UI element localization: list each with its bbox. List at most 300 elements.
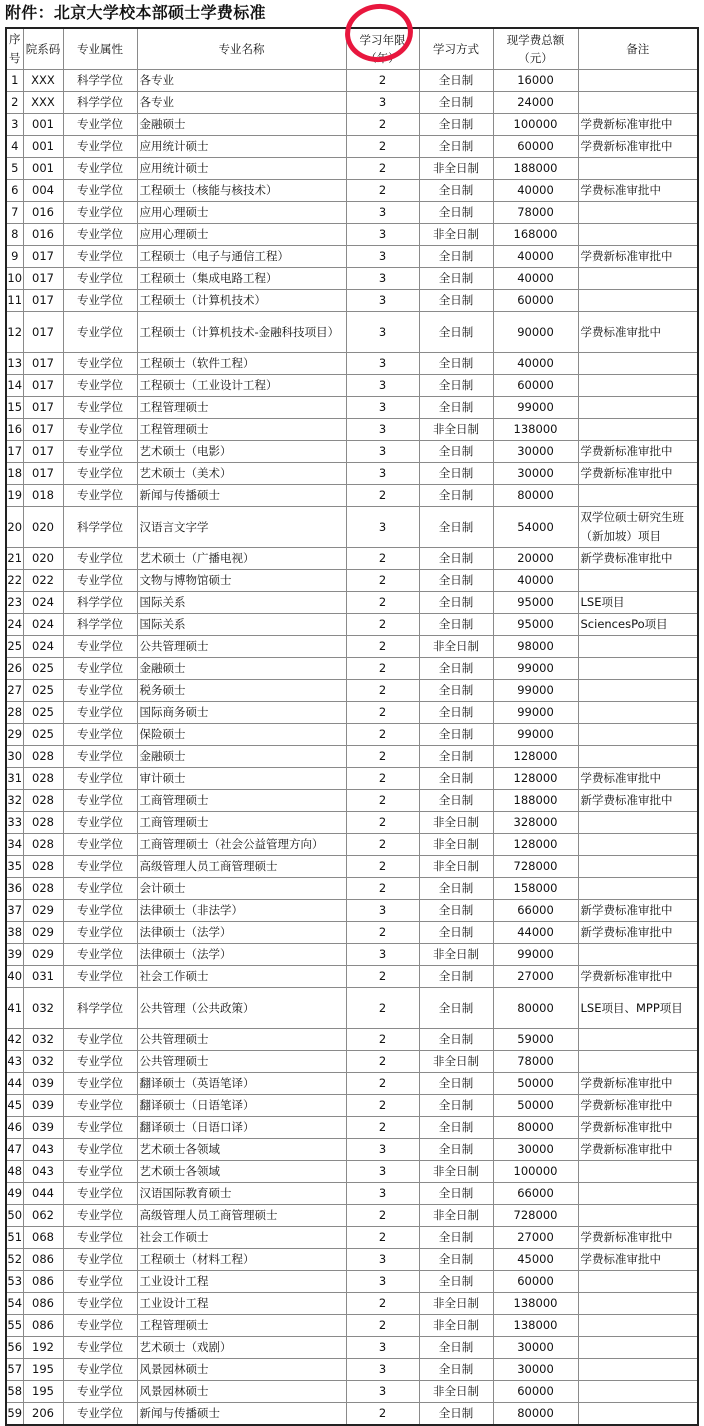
cell-degree-type: 专业学位 [63,1315,137,1337]
cell-degree-type: 科学学位 [63,92,137,114]
cell-program-name: 工商管理硕士（社会公益管理方向） [137,834,346,856]
cell-degree-type: 专业学位 [63,312,137,353]
cell-seq: 18 [6,463,23,485]
header-program-name: 专业名称 [137,28,346,70]
cell-seq: 45 [6,1095,23,1117]
cell-degree-type: 专业学位 [63,1073,137,1095]
cell-duration: 2 [346,922,419,944]
cell-duration: 2 [346,1205,419,1227]
cell-dept-code: 028 [23,768,63,790]
cell-degree-type: 专业学位 [63,268,137,290]
table-row [6,463,698,485]
cell-notes [578,1381,698,1403]
cell-seq: 32 [6,790,23,812]
cell-program-name: 公共管理硕士 [137,636,346,658]
cell-notes: 学费新标准审批中 [578,1227,698,1249]
cell-notes: 学费新标准审批中 [578,136,698,158]
header-duration: 学习年限（年） [346,28,419,70]
table-row [6,114,698,136]
cell-dept-code: 028 [23,746,63,768]
cell-notes [578,92,698,114]
cell-total-fee: 99000 [493,397,578,419]
cell-seq: 28 [6,702,23,724]
cell-dept-code: 017 [23,246,63,268]
cell-total-fee: 128000 [493,746,578,768]
cell-study-mode: 全日制 [419,507,493,548]
cell-duration: 2 [346,746,419,768]
cell-notes [578,834,698,856]
cell-dept-code: 195 [23,1381,63,1403]
cell-notes [578,290,698,312]
cell-duration: 2 [346,614,419,636]
cell-dept-code: 086 [23,1249,63,1271]
cell-dept-code: 195 [23,1359,63,1381]
table-row [6,397,698,419]
cell-dept-code: 020 [23,507,63,548]
cell-degree-type: 专业学位 [63,246,137,268]
cell-degree-type: 专业学位 [63,1139,137,1161]
cell-study-mode: 非全日制 [419,419,493,441]
cell-dept-code: 032 [23,1029,63,1051]
cell-duration: 3 [346,312,419,353]
table-row [6,312,698,353]
cell-total-fee: 99000 [493,944,578,966]
cell-dept-code: 025 [23,702,63,724]
cell-seq: 1 [6,70,23,92]
cell-total-fee: 728000 [493,856,578,878]
cell-seq: 12 [6,312,23,353]
table-row [6,1183,698,1205]
cell-duration: 3 [346,1249,419,1271]
cell-degree-type: 专业学位 [63,1227,137,1249]
cell-total-fee: 24000 [493,92,578,114]
cell-degree-type: 专业学位 [63,548,137,570]
table-row [6,1227,698,1249]
cell-total-fee: 90000 [493,312,578,353]
cell-total-fee: 80000 [493,988,578,1029]
cell-duration: 3 [346,1359,419,1381]
cell-total-fee: 78000 [493,202,578,224]
cell-total-fee: 100000 [493,114,578,136]
cell-total-fee: 40000 [493,570,578,592]
table-row [6,1293,698,1315]
cell-seq: 38 [6,922,23,944]
cell-program-name: 工程硕士（核能与核技术） [137,180,346,202]
cell-study-mode: 全日制 [419,463,493,485]
cell-seq: 17 [6,441,23,463]
cell-dept-code: 025 [23,658,63,680]
cell-seq: 30 [6,746,23,768]
cell-notes: 学费新标准审批中 [578,114,698,136]
table-row [6,966,698,988]
cell-total-fee: 40000 [493,353,578,375]
cell-seq: 26 [6,658,23,680]
cell-study-mode: 全日制 [419,1337,493,1359]
cell-seq: 33 [6,812,23,834]
table-row [6,680,698,702]
cell-duration: 2 [346,548,419,570]
cell-program-name: 各专业 [137,92,346,114]
cell-degree-type: 专业学位 [63,746,137,768]
cell-degree-type: 专业学位 [63,812,137,834]
cell-total-fee: 95000 [493,614,578,636]
cell-study-mode: 全日制 [419,441,493,463]
table-row [6,70,698,92]
cell-notes [578,724,698,746]
cell-seq: 15 [6,397,23,419]
cell-study-mode: 全日制 [419,658,493,680]
cell-notes: 学费新标准审批中 [578,463,698,485]
cell-notes [578,1051,698,1073]
cell-program-name: 工程硕士（集成电路工程） [137,268,346,290]
cell-notes: 学费新标准审批中 [578,1073,698,1095]
cell-program-name: 高级管理人员工商管理硕士 [137,1205,346,1227]
cell-degree-type: 专业学位 [63,680,137,702]
cell-notes: 学费新标准审批中 [578,1139,698,1161]
cell-total-fee: 40000 [493,268,578,290]
cell-total-fee: 30000 [493,1139,578,1161]
cell-dept-code: 039 [23,1095,63,1117]
table-row [6,441,698,463]
cell-total-fee: 30000 [493,1359,578,1381]
cell-program-name: 保险硕士 [137,724,346,746]
cell-degree-type: 专业学位 [63,485,137,507]
table-row [6,834,698,856]
cell-seq: 20 [6,507,23,548]
cell-program-name: 艺术硕士（戏剧） [137,1337,346,1359]
cell-dept-code: 016 [23,224,63,246]
table-row [6,812,698,834]
cell-study-mode: 全日制 [419,680,493,702]
cell-duration: 2 [346,1117,419,1139]
cell-degree-type: 专业学位 [63,114,137,136]
table-row [6,1095,698,1117]
cell-study-mode: 非全日制 [419,812,493,834]
cell-study-mode: 全日制 [419,746,493,768]
cell-study-mode: 全日制 [419,988,493,1029]
cell-program-name: 法律硕士（法学） [137,944,346,966]
cell-degree-type: 专业学位 [63,1403,137,1426]
table-row [6,856,698,878]
table-row [6,636,698,658]
cell-seq: 9 [6,246,23,268]
cell-notes [578,878,698,900]
cell-dept-code: 086 [23,1271,63,1293]
table-row [6,746,698,768]
cell-seq: 14 [6,375,23,397]
table-row [6,136,698,158]
cell-duration: 2 [346,680,419,702]
cell-duration: 2 [346,136,419,158]
cell-study-mode: 非全日制 [419,636,493,658]
cell-total-fee: 50000 [493,1095,578,1117]
cell-seq: 49 [6,1183,23,1205]
table-row [6,988,698,1029]
cell-duration: 3 [346,1271,419,1293]
cell-study-mode: 非全日制 [419,1293,493,1315]
cell-program-name: 法律硕士（法学） [137,922,346,944]
cell-dept-code: 022 [23,570,63,592]
cell-seq: 59 [6,1403,23,1426]
cell-seq: 50 [6,1205,23,1227]
cell-total-fee: 728000 [493,1205,578,1227]
cell-program-name: 翻译硕士（日语笔译） [137,1095,346,1117]
cell-seq: 47 [6,1139,23,1161]
cell-study-mode: 全日制 [419,353,493,375]
cell-total-fee: 66000 [493,900,578,922]
cell-seq: 39 [6,944,23,966]
cell-duration: 3 [346,397,419,419]
cell-program-name: 国际关系 [137,592,346,614]
cell-program-name: 艺术硕士（电影） [137,441,346,463]
cell-program-name: 工程硕士（材料工程） [137,1249,346,1271]
cell-degree-type: 专业学位 [63,158,137,180]
cell-seq: 58 [6,1381,23,1403]
cell-notes [578,419,698,441]
cell-total-fee: 188000 [493,790,578,812]
cell-study-mode: 非全日制 [419,834,493,856]
cell-notes [578,158,698,180]
cell-program-name: 公共管理硕士 [137,1051,346,1073]
cell-degree-type: 专业学位 [63,290,137,312]
cell-degree-type: 专业学位 [63,353,137,375]
cell-program-name: 工商管理硕士 [137,790,346,812]
cell-total-fee: 50000 [493,1073,578,1095]
cell-program-name: 公共管理（公共政策） [137,988,346,1029]
table-row [6,922,698,944]
cell-notes [578,1029,698,1051]
table-row [6,570,698,592]
cell-study-mode: 全日制 [419,1271,493,1293]
cell-dept-code: 017 [23,419,63,441]
table-row [6,1073,698,1095]
cell-duration: 2 [346,592,419,614]
cell-total-fee: 30000 [493,463,578,485]
cell-notes: 学费新标准审批中 [578,1095,698,1117]
cell-duration: 3 [346,290,419,312]
cell-seq: 48 [6,1161,23,1183]
cell-dept-code: 017 [23,397,63,419]
cell-notes [578,680,698,702]
cell-program-name: 工业设计工程 [137,1271,346,1293]
table-row [6,1139,698,1161]
cell-degree-type: 科学学位 [63,988,137,1029]
cell-duration: 2 [346,812,419,834]
cell-program-name: 艺术硕士各领域 [137,1139,346,1161]
cell-degree-type: 专业学位 [63,419,137,441]
cell-total-fee: 16000 [493,70,578,92]
cell-program-name: 国际关系 [137,614,346,636]
cell-seq: 40 [6,966,23,988]
table-row [6,900,698,922]
table-row [6,1315,698,1337]
cell-duration: 2 [346,988,419,1029]
cell-total-fee: 188000 [493,158,578,180]
cell-study-mode: 非全日制 [419,1161,493,1183]
cell-study-mode: 全日制 [419,570,493,592]
cell-degree-type: 专业学位 [63,1029,137,1051]
table-row [6,1359,698,1381]
cell-degree-type: 专业学位 [63,1359,137,1381]
cell-total-fee: 54000 [493,507,578,548]
cell-dept-code: 020 [23,548,63,570]
table-row [6,158,698,180]
cell-dept-code: 043 [23,1139,63,1161]
cell-notes [578,1271,698,1293]
cell-seq: 27 [6,680,23,702]
cell-program-name: 税务硕士 [137,680,346,702]
table-row [6,180,698,202]
cell-total-fee: 158000 [493,878,578,900]
cell-seq: 53 [6,1271,23,1293]
cell-dept-code: 086 [23,1293,63,1315]
cell-study-mode: 全日制 [419,92,493,114]
cell-degree-type: 专业学位 [63,1183,137,1205]
cell-program-name: 艺术硕士各领域 [137,1161,346,1183]
cell-degree-type: 专业学位 [63,944,137,966]
cell-dept-code: 001 [23,136,63,158]
cell-total-fee: 328000 [493,812,578,834]
cell-dept-code: 017 [23,463,63,485]
cell-notes [578,1337,698,1359]
cell-degree-type: 专业学位 [63,1095,137,1117]
cell-dept-code: 017 [23,268,63,290]
cell-program-name: 法律硕士（非法学） [137,900,346,922]
table-row [6,1271,698,1293]
table-row [6,485,698,507]
cell-program-name: 新闻与传播硕士 [137,485,346,507]
cell-dept-code: 001 [23,114,63,136]
cell-dept-code: 032 [23,1051,63,1073]
cell-notes: 学费标准审批中 [578,312,698,353]
cell-study-mode: 全日制 [419,1227,493,1249]
cell-program-name: 风景园林硕士 [137,1359,346,1381]
table-row [6,224,698,246]
cell-total-fee: 80000 [493,485,578,507]
cell-study-mode: 全日制 [419,397,493,419]
cell-total-fee: 138000 [493,1293,578,1315]
cell-degree-type: 专业学位 [63,1381,137,1403]
table-row [6,507,698,548]
cell-degree-type: 科学学位 [63,614,137,636]
cell-degree-type: 专业学位 [63,375,137,397]
cell-program-name: 艺术硕士（美术） [137,463,346,485]
cell-study-mode: 全日制 [419,70,493,92]
header-total-fee: 现学费总额（元） [493,28,578,70]
cell-degree-type: 专业学位 [63,1271,137,1293]
cell-dept-code: 029 [23,944,63,966]
cell-duration: 2 [346,1095,419,1117]
cell-notes [578,375,698,397]
cell-notes: 学费标准审批中 [578,768,698,790]
cell-total-fee: 30000 [493,1337,578,1359]
cell-total-fee: 40000 [493,180,578,202]
cell-seq: 25 [6,636,23,658]
cell-seq: 8 [6,224,23,246]
cell-degree-type: 专业学位 [63,658,137,680]
cell-seq: 24 [6,614,23,636]
cell-study-mode: 非全日制 [419,1315,493,1337]
cell-notes: 新学费标准审批中 [578,900,698,922]
cell-program-name: 金融硕士 [137,658,346,680]
cell-study-mode: 非全日制 [419,158,493,180]
cell-duration: 2 [346,1227,419,1249]
cell-program-name: 工程硕士（软件工程） [137,353,346,375]
cell-total-fee: 20000 [493,548,578,570]
cell-duration: 3 [346,1381,419,1403]
cell-dept-code: 192 [23,1337,63,1359]
cell-degree-type: 专业学位 [63,922,137,944]
cell-degree-type: 专业学位 [63,966,137,988]
cell-dept-code: 032 [23,988,63,1029]
cell-degree-type: 专业学位 [63,570,137,592]
table-row [6,724,698,746]
cell-dept-code: 024 [23,636,63,658]
cell-total-fee: 60000 [493,136,578,158]
cell-degree-type: 专业学位 [63,702,137,724]
cell-total-fee: 60000 [493,375,578,397]
cell-seq: 51 [6,1227,23,1249]
cell-degree-type: 科学学位 [63,507,137,548]
cell-program-name: 金融硕士 [137,746,346,768]
cell-degree-type: 专业学位 [63,224,137,246]
cell-duration: 3 [346,246,419,268]
cell-degree-type: 专业学位 [63,441,137,463]
cell-program-name: 审计硕士 [137,768,346,790]
cell-notes: 新学费标准审批中 [578,548,698,570]
document-title: 附件：北京大学校本部硕士学费标准 [5,3,266,22]
table-row [6,419,698,441]
cell-study-mode: 全日制 [419,790,493,812]
cell-degree-type: 专业学位 [63,397,137,419]
table-row [6,768,698,790]
cell-degree-type: 专业学位 [63,180,137,202]
cell-seq: 21 [6,548,23,570]
cell-degree-type: 专业学位 [63,1161,137,1183]
cell-total-fee: 27000 [493,1227,578,1249]
cell-total-fee: 78000 [493,1051,578,1073]
cell-degree-type: 专业学位 [63,834,137,856]
cell-seq: 6 [6,180,23,202]
cell-seq: 4 [6,136,23,158]
cell-dept-code: 024 [23,592,63,614]
cell-program-name: 应用心理硕士 [137,224,346,246]
cell-program-name: 各专业 [137,70,346,92]
cell-study-mode: 全日制 [419,1073,493,1095]
cell-study-mode: 全日制 [419,1183,493,1205]
cell-notes [578,70,698,92]
cell-study-mode: 全日制 [419,592,493,614]
cell-notes [578,224,698,246]
table-row [6,1337,698,1359]
header-seq: 序号 [6,28,23,70]
cell-duration: 2 [346,1073,419,1095]
cell-seq: 3 [6,114,23,136]
cell-study-mode: 非全日制 [419,1381,493,1403]
cell-notes: 学费标准审批中 [578,1249,698,1271]
cell-total-fee: 98000 [493,636,578,658]
cell-degree-type: 专业学位 [63,1293,137,1315]
cell-program-name: 风景园林硕士 [137,1381,346,1403]
cell-total-fee: 44000 [493,922,578,944]
cell-dept-code: 028 [23,834,63,856]
cell-seq: 37 [6,900,23,922]
cell-total-fee: 100000 [493,1161,578,1183]
cell-program-name: 工程管理硕士 [137,419,346,441]
cell-degree-type: 专业学位 [63,1205,137,1227]
cell-notes [578,658,698,680]
cell-seq: 23 [6,592,23,614]
